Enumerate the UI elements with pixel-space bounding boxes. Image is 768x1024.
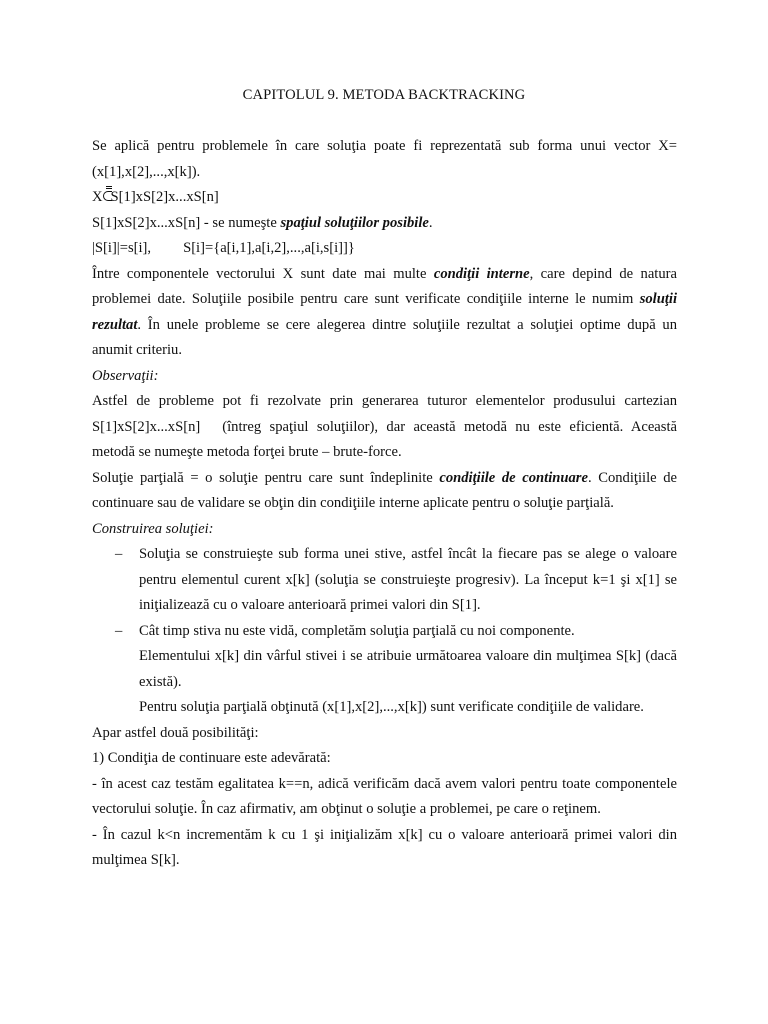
paragraph-brute-force [92, 389, 677, 466]
internal-conditions-text: Între componentele vectorului X sunt date mai multe [92, 265, 434, 282]
continuation-conditions-term: condiţiile de continuare [439, 469, 588, 486]
set-elements: S[i]={a[i,1],a[i,2],...,a[i,s[i]]} [183, 240, 355, 256]
subset-lhs: X [92, 189, 103, 205]
solution-space-end: . [428, 214, 433, 231]
list-dash: – [115, 622, 123, 639]
paragraph-intro: Se aplică pentru problemele în care soluţia poate fi reprezentată sub forma unui vector X=(x[1],x[2],...,x[k]). [92, 138, 677, 180]
construction-heading: Construirea soluţiei: [92, 520, 214, 537]
subset-rhs: S[1]xS[2]x...xS[n] [110, 189, 219, 205]
set-cardinality: |S[i]|=s[i], [92, 240, 152, 256]
document-body [92, 134, 677, 874]
internal-conditions-term: condiţii interne [433, 265, 530, 282]
list-dash: – [115, 546, 123, 562]
list-item-text: Cât timp stiva nu este vidă, completăm soluţia parţială cu noi componente. [139, 622, 575, 639]
list-item-text: Soluţia se construieşte sub forma unei stive, astfel încât la fiecare pas se alege o valoare pentru elementul curent x[k] (soluţia se construieşte progresiv). La început k=1 şi x[1] se iniţializează cu o valoare anterioară primei valori din S[1]. [139, 546, 677, 613]
paragraph-partial-solution [92, 466, 677, 517]
brute-force-text-2: (întreg spaţiul soluţiilor), dar această metodă nu este eficientă. Această metodă se numeşte metoda forţei brute – brute-force. [92, 418, 677, 460]
list-item [92, 542, 677, 619]
brute-force-text: Astfel de probleme pot fi rezolvate prin generarea tuturor elementelor produsului cartezian S[1]xS[2]x...xS[n] [92, 393, 677, 435]
paragraph-possibilities: Apar astfel două posibilităţi: [92, 724, 259, 741]
subset-symbol [103, 190, 111, 202]
paragraph-case-1-increment: - În cazul k<n incrementăm k cu 1 şi iniţializăm x[k] cu o valoare anterioară primei valori din mulţimea S[k]. [92, 826, 677, 868]
paragraph-set-definition [92, 236, 677, 262]
result-solutions-term: soluţii rezultat [92, 291, 677, 333]
partial-solution-text-2: . Condiţiile de continuare sau de validare se obţin din condiţiile interne aplicate pentru o soluţie parţială. [92, 469, 677, 511]
list-item-continuation: Elementului x[k] din vârful stivei i se atribuie următoarea valoare din mulţimea S[k] (dacă există). [139, 648, 677, 690]
internal-conditions-text-3: . În unele probleme se cere alegerea dintre soluţiile rezultat a soluţiei optime după un anumit criteriu. [92, 316, 677, 358]
paragraph-solution-space [92, 211, 677, 237]
paragraph-subset [92, 185, 677, 211]
chapter-title: CAPITOLUL 9. METODA BACKTRACKING [242, 87, 526, 103]
internal-conditions-text-2: , care depind de natura problemei date. Soluţiile posibile pentru care sunt verificate condiţiile interne le numim [92, 265, 677, 307]
partial-solution-text: Soluţie parţială = o soluţie pentru care sunt îndeplinite [92, 469, 440, 486]
solution-space-term: spaţiul soluţiilor posibile [280, 214, 429, 231]
observations-heading: Observaţii: [92, 367, 159, 384]
list-item [92, 619, 677, 645]
paragraph-internal-conditions [92, 262, 677, 364]
paragraph-case-1-detail: - în acest caz testăm egalitatea k==n, adică verificăm dacă avem valori pentru toate componentele vectorului soluţie. În caz afirmativ, am obţinut o soluţie a problemei, pe care o reţinem. [92, 775, 677, 817]
list-item-continuation: Pentru soluţia parţială obţinută (x[1],x[2],...,x[k]) sunt verificate condiţiile de validare. [139, 699, 644, 715]
solution-space-text: S[1]xS[2]x...xS[n] - se numeşte [92, 214, 281, 231]
paragraph-case-1: 1) Condiţia de continuare este adevărată: [92, 750, 331, 766]
